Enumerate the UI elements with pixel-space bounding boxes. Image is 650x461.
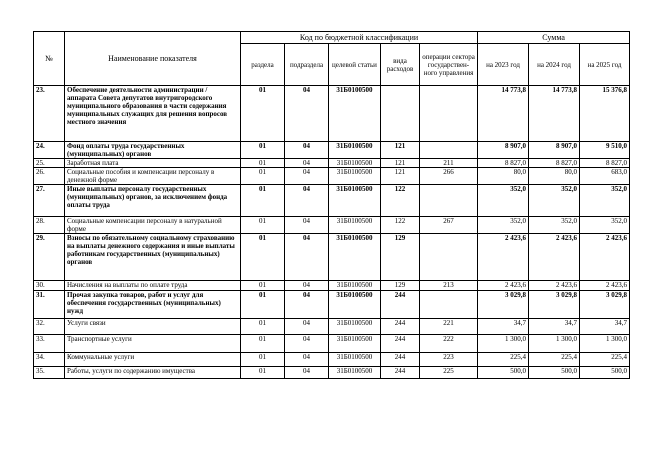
- row-target-article: 31Б0100500: [329, 319, 381, 335]
- table-row: [34, 335, 630, 353]
- row-target-article: 31Б0100500: [329, 217, 381, 234]
- row-sum-2024: 1 300,0: [529, 335, 580, 353]
- row-name: Иные выплаты персоналу государственных (муниципальных) органов, за исключением фонда оплаты труда: [65, 185, 241, 217]
- row-number: 30.: [34, 281, 65, 291]
- row-name: Начисления на выплаты по оплате труда: [65, 281, 241, 291]
- row-sum-2023: 2 423,6: [478, 281, 529, 291]
- row-kosgu: 266: [420, 168, 478, 185]
- row-sum-2024: 352,0: [529, 185, 580, 217]
- row-kosgu: 211: [420, 159, 478, 168]
- budget-table-sheet: [33, 31, 630, 379]
- table-row: [34, 291, 630, 319]
- row-number: 33.: [34, 335, 65, 353]
- row-sum-2023: 352,0: [478, 217, 529, 234]
- row-number: 25.: [34, 159, 65, 168]
- row-kosgu: [420, 185, 478, 217]
- table-row: [34, 185, 630, 217]
- table-row: [34, 168, 630, 185]
- header-name: Наименование показателя: [65, 32, 241, 86]
- row-razdel: 01: [241, 353, 285, 367]
- header-num: №: [34, 32, 65, 86]
- row-sum-2025: 3 029,8: [580, 291, 630, 319]
- row-kosgu: 213: [420, 281, 478, 291]
- row-razdel: 01: [241, 335, 285, 353]
- row-target-article: 31Б0100500: [329, 335, 381, 353]
- row-sum-2024: 500,0: [529, 367, 580, 379]
- row-razdel: 01: [241, 217, 285, 234]
- header-year-2025: на 2025 год: [580, 44, 630, 86]
- row-sum-2023: 8 907,0: [478, 142, 529, 159]
- row-podrazdel: 04: [285, 353, 329, 367]
- row-sum-2024: 14 773,8: [529, 86, 580, 142]
- row-sum-2025: 225,4: [580, 353, 630, 367]
- row-expense-type: 121: [381, 142, 420, 159]
- row-podrazdel: 04: [285, 281, 329, 291]
- row-name: Взносы по обязательному социальному страхованию на выплаты денежного содержания и иные выплаты работникам государственных (муниципальных) органов: [65, 234, 241, 281]
- row-number: 35.: [34, 367, 65, 379]
- table-row: [34, 142, 630, 159]
- row-sum-2024: 80,0: [529, 168, 580, 185]
- row-sum-2024: 225,4: [529, 353, 580, 367]
- row-number: 31.: [34, 291, 65, 319]
- row-name: Услуги связи: [65, 319, 241, 335]
- row-razdel: 01: [241, 86, 285, 142]
- row-sum-2025: 34,7: [580, 319, 630, 335]
- row-sum-2023: 8 827,0: [478, 159, 529, 168]
- row-target-article: 31Б0100500: [329, 281, 381, 291]
- row-sum-2024: 34,7: [529, 319, 580, 335]
- row-razdel: 01: [241, 168, 285, 185]
- row-target-article: 31Б0100500: [329, 234, 381, 281]
- row-expense-type: 244: [381, 353, 420, 367]
- row-podrazdel: 04: [285, 159, 329, 168]
- row-sum-2025: 9 510,0: [580, 142, 630, 159]
- row-expense-type: [381, 86, 420, 142]
- row-expense-type: 129: [381, 234, 420, 281]
- table-row: [34, 319, 630, 335]
- row-podrazdel: 04: [285, 234, 329, 281]
- row-target-article: 31Б0100500: [329, 142, 381, 159]
- table-body: [34, 86, 630, 379]
- row-podrazdel: 04: [285, 86, 329, 142]
- header-target-article: целевой статьи: [329, 44, 381, 86]
- row-sum-2025: 683,0: [580, 168, 630, 185]
- row-name: Работы, услуги по содержанию имущества: [65, 367, 241, 379]
- row-sum-2025: 352,0: [580, 217, 630, 234]
- header-razdel: раздела: [241, 44, 285, 86]
- row-sum-2024: 3 029,8: [529, 291, 580, 319]
- row-sum-2025: 352,0: [580, 185, 630, 217]
- row-podrazdel: 04: [285, 217, 329, 234]
- table-row: [34, 353, 630, 367]
- header-year-2024: на 2024 год: [529, 44, 580, 86]
- row-number: 29.: [34, 234, 65, 281]
- table-row: [34, 86, 630, 142]
- row-number: 26.: [34, 168, 65, 185]
- row-sum-2024: 2 423,6: [529, 234, 580, 281]
- row-razdel: 01: [241, 367, 285, 379]
- row-sum-2023: 2 423,6: [478, 234, 529, 281]
- header-sum-group: Сумма: [478, 32, 630, 44]
- row-expense-type: 129: [381, 281, 420, 291]
- row-sum-2023: 500,0: [478, 367, 529, 379]
- row-kosgu: [420, 142, 478, 159]
- row-number: 34.: [34, 353, 65, 367]
- row-expense-type: 122: [381, 217, 420, 234]
- row-name: Обеспечение деятельности администрации / аппарата Совета депутатов внутригородского муниципального образования в части содержания муниципальных служащих для решения вопросов местного значения: [65, 86, 241, 142]
- row-name: Заработная плата: [65, 159, 241, 168]
- row-sum-2025: 2 423,6: [580, 281, 630, 291]
- row-kosgu: [420, 86, 478, 142]
- row-sum-2024: 8 827,0: [529, 159, 580, 168]
- row-sum-2023: 34,7: [478, 319, 529, 335]
- row-name: Социальные пособия и компенсации персоналу в денежной форме: [65, 168, 241, 185]
- row-name: Транспортные услуги: [65, 335, 241, 353]
- row-sum-2023: 80,0: [478, 168, 529, 185]
- row-sum-2023: 14 773,8: [478, 86, 529, 142]
- row-target-article: 31Б0100500: [329, 291, 381, 319]
- budget-table: [33, 31, 630, 379]
- row-podrazdel: 04: [285, 142, 329, 159]
- row-sum-2025: 15 376,8: [580, 86, 630, 142]
- row-kosgu: [420, 234, 478, 281]
- row-sum-2023: 1 300,0: [478, 335, 529, 353]
- row-name: Фонд оплаты труда государственных (муниципальных) органов: [65, 142, 241, 159]
- header-code-group: Код по бюджетной классификации: [241, 32, 478, 44]
- row-sum-2025: 500,0: [580, 367, 630, 379]
- row-kosgu: 267: [420, 217, 478, 234]
- row-razdel: 01: [241, 159, 285, 168]
- row-number: 28.: [34, 217, 65, 234]
- row-kosgu: 225: [420, 367, 478, 379]
- row-sum-2025: 8 827,0: [580, 159, 630, 168]
- row-sum-2025: 2 423,6: [580, 234, 630, 281]
- row-sum-2023: 225,4: [478, 353, 529, 367]
- row-kosgu: 223: [420, 353, 478, 367]
- row-podrazdel: 04: [285, 168, 329, 185]
- row-expense-type: 244: [381, 335, 420, 353]
- row-podrazdel: 04: [285, 367, 329, 379]
- row-razdel: 01: [241, 234, 285, 281]
- header-expense-type: вида расходов: [381, 44, 420, 86]
- table-row: [34, 217, 630, 234]
- row-target-article: 31Б0100500: [329, 185, 381, 217]
- row-kosgu: 221: [420, 319, 478, 335]
- row-kosgu: 222: [420, 335, 478, 353]
- row-razdel: 01: [241, 291, 285, 319]
- row-podrazdel: 04: [285, 319, 329, 335]
- row-razdel: 01: [241, 319, 285, 335]
- table-row: [34, 281, 630, 291]
- row-sum-2023: 3 029,8: [478, 291, 529, 319]
- row-razdel: 01: [241, 142, 285, 159]
- row-number: 32.: [34, 319, 65, 335]
- row-target-article: 31Б0100500: [329, 168, 381, 185]
- row-name: Прочая закупка товаров, работ и услуг для обеспечения государственных (муниципальных) нужд: [65, 291, 241, 319]
- table-row: [34, 234, 630, 281]
- row-podrazdel: 04: [285, 291, 329, 319]
- row-sum-2025: 1 300,0: [580, 335, 630, 353]
- header-year-2023: на 2023 год: [478, 44, 529, 86]
- row-podrazdel: 04: [285, 335, 329, 353]
- row-expense-type: 121: [381, 159, 420, 168]
- table-row: [34, 159, 630, 168]
- row-sum-2024: 352,0: [529, 217, 580, 234]
- row-target-article: 31Б0100500: [329, 159, 381, 168]
- row-expense-type: 121: [381, 168, 420, 185]
- row-number: 27.: [34, 185, 65, 217]
- row-target-article: 31Б0100500: [329, 353, 381, 367]
- row-razdel: 01: [241, 281, 285, 291]
- row-target-article: 31Б0100500: [329, 367, 381, 379]
- row-sum-2024: 2 423,6: [529, 281, 580, 291]
- row-podrazdel: 04: [285, 185, 329, 217]
- row-number: 24.: [34, 142, 65, 159]
- row-expense-type: 244: [381, 319, 420, 335]
- row-name: Социальные компенсации персоналу в натуральной форме: [65, 217, 241, 234]
- row-expense-type: 122: [381, 185, 420, 217]
- row-target-article: 31Б0100500: [329, 86, 381, 142]
- header-podrazdel: подраздела: [285, 44, 329, 86]
- row-expense-type: 244: [381, 291, 420, 319]
- row-sum-2024: 8 907,0: [529, 142, 580, 159]
- row-razdel: 01: [241, 185, 285, 217]
- table-row: [34, 367, 630, 379]
- row-expense-type: 244: [381, 367, 420, 379]
- row-number: 23.: [34, 86, 65, 142]
- row-sum-2023: 352,0: [478, 185, 529, 217]
- row-kosgu: [420, 291, 478, 319]
- row-name: Коммунальные услуги: [65, 353, 241, 367]
- header-kosgu: операции сектора государствен-ного управления: [420, 44, 478, 86]
